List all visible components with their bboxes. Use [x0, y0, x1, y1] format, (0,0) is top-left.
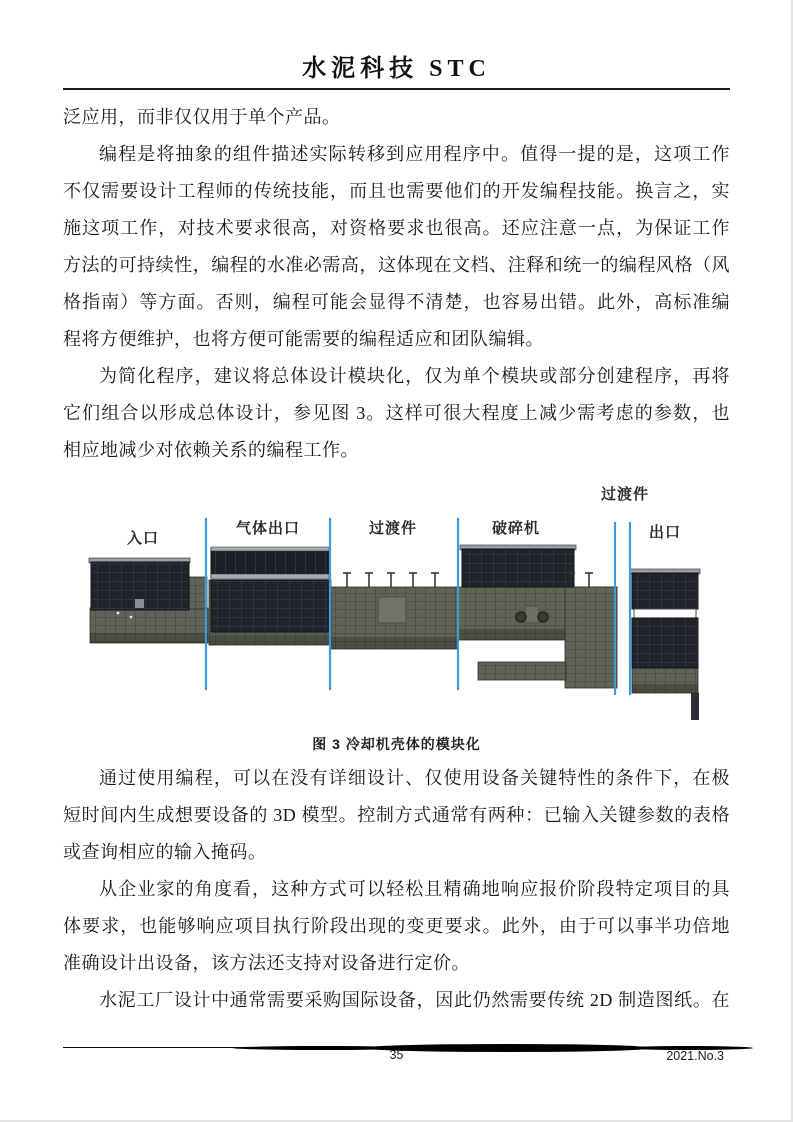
page-number: 35 [389, 1048, 404, 1062]
module-transition-mid [331, 573, 458, 649]
module-crusher [458, 545, 617, 688]
body-line: 它们组合以形成总体设计，参见图 3。这样可很大程度上减少需考虑的参数，也 [63, 403, 730, 423]
body-line: 准确设计出设备，该方法还支持对设备进行定价。 [63, 953, 470, 973]
module-outlet [630, 569, 700, 720]
body-line: 编程是将抽象的组件描述实际转移到应用程序中。值得一提的是，这项工作 [99, 144, 730, 164]
body-line: 泛应用，而非仅仅用于单个产品。 [63, 107, 341, 127]
body-line: 不仅需要设计工程师的传统技能，而且也需要他们的开发编程技能。换言之，实 [63, 181, 730, 201]
cooler-shell-diagram [85, 473, 705, 725]
label-outlet: 出口 [648, 524, 682, 541]
body-line: 水泥工厂设计中通常需要采购国际设备，因此仍然需要传统 2D 制造图纸。在 [99, 990, 730, 1010]
body-line: 格指南）等方面。否则，编程可能会显得不清楚，也容易出错。此外，高标准编 [63, 292, 730, 312]
journal-title: 水泥科技 STC [302, 56, 491, 82]
body-line: 短时间内生成想要设备的 3D 模型。控制方式通常有两种：已输入关键参数的表格 [63, 805, 730, 825]
body-line: 体要求，也能够响应项目执行阶段出现的变更要求。此外，由于可以事半功倍地 [63, 916, 730, 936]
figure-cooler-modularization [85, 473, 705, 725]
module-inlet [89, 558, 208, 643]
body-line: 通过使用编程，可以在没有详细设计、仅使用设备关键特性的条件下，在极 [99, 768, 730, 788]
body-text-bottom [63, 760, 730, 1019]
label-transition-right: 过渡件 [600, 486, 650, 503]
anchor-bolts [343, 573, 439, 587]
body-line: 为简化程序，建议将总体设计模块化，仅为单个模块或部分创建程序，再将 [99, 366, 730, 386]
label-crusher: 破碎机 [491, 520, 541, 537]
body-text-top [63, 99, 730, 469]
body-line: 程将方便维护，也将方便可能需要的编程适应和团队编辑。 [63, 329, 544, 349]
body-line: 方法的可持续性，编程的水准必需高，这体现在文档、注释和统一的编程风格（风 [63, 255, 730, 275]
body-line: 或查询相应的输入掩码。 [63, 842, 267, 862]
module-gas-outlet [209, 547, 331, 645]
body-line: 相应地减少对依赖关系的编程工作。 [63, 440, 359, 460]
header-rule [63, 88, 730, 90]
label-gas-outlet: 气体出口 [235, 520, 301, 537]
figure-caption: 图 3 冷却机壳体的模块化 [312, 736, 481, 752]
issue-label: 2021.No.3 [666, 1049, 724, 1063]
body-line: 从企业家的角度看，这种方式可以轻松且精确地响应报价阶段特定项目的具 [99, 879, 730, 899]
body-line: 施这项工作，对技术要求很高，对资格要求也很高。还应注意一点，为保证工作 [63, 218, 730, 238]
label-transition-mid: 过渡件 [368, 520, 418, 537]
page-footer [63, 1048, 730, 1068]
label-inlet: 入口 [126, 530, 160, 547]
